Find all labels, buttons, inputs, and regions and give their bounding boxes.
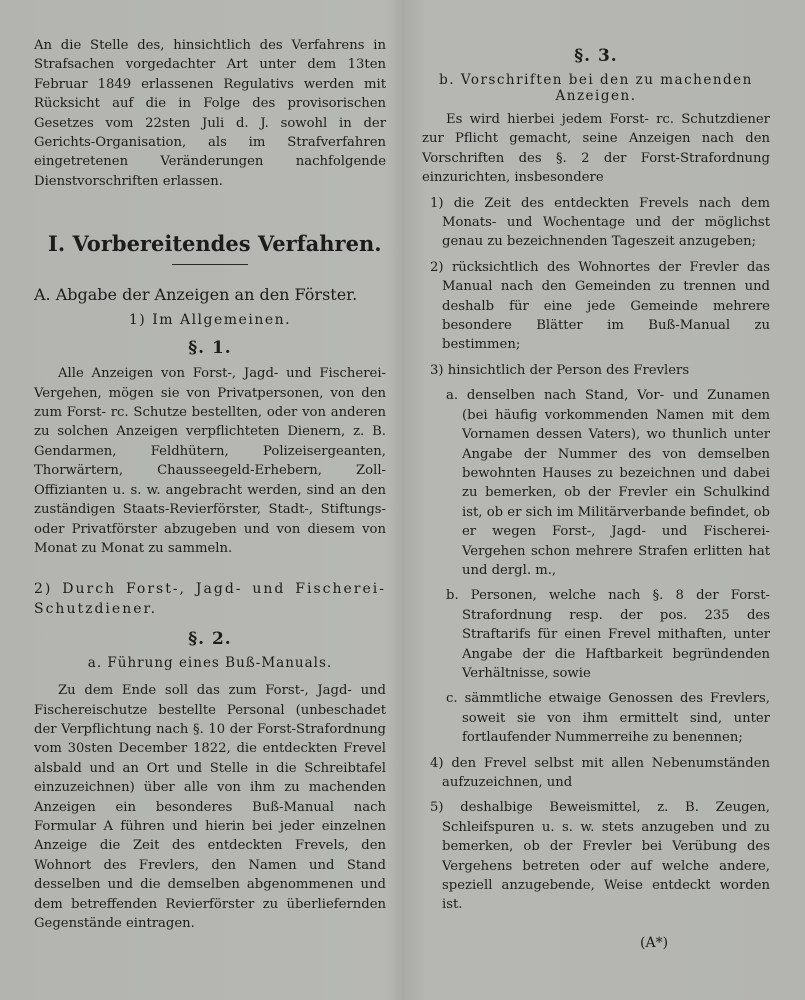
section-3-heading: §. 3.: [574, 46, 618, 66]
section-a-title: A. Abgabe der Anzeigen an den Förster.: [34, 285, 358, 305]
section-3-intro: Es wird hierbei jedem Forst- rc. Schutzdiener zur Pflicht gemacht, seine Anzeigen nach den Vorschriften des §. 2 der Forst-Strafordnung einzurichten, insbesondere: [422, 112, 770, 186]
signature-mark: (A*): [640, 935, 669, 951]
left-column: [34, 36, 386, 933]
list-item-1: 1) die Zeit des entdeckten Frevels nach dem Monats- und Wochentage und der möglichst genau zu bezeichnenden Tageszeit anzugeben;: [430, 195, 770, 250]
subsection-1-title: 1) Im Allgemeinen.: [128, 312, 292, 329]
part-title: I. Vorbereitendes Verfahren.: [48, 231, 382, 257]
subsection-2-title: 2) Durch Forst-, Jagd- und Fischerei-Schutzdiener.: [34, 581, 386, 617]
right-column: [422, 36, 770, 915]
list-item-5: 5) deshalbige Beweismittel, z. B. Zeugen, Schleifspuren u. s. w. stets anzugeben und zu bemerken, ob der Frevler bei Verübung des Vergehens betreten oder auf welche andere, speziell anzugebende, Weise entdeckt worden ist.: [430, 800, 770, 913]
list-item-3c: c. sämmtliche etwaige Genossen des Frevlers, soweit sie von ihm ermittelt sind, unter fortlaufender Nummerreihe zu benennen;: [446, 691, 770, 746]
intro-paragraph: An die Stelle des, hinsichtlich des Verfahrens in Strafsachen vorgedachter Art unter dem 13ten Februar 1849 erlassenen Regulativs werden mit Rücksicht auf die in Folge des provisorischen Gesetzes vom 22sten Juli d. J. sowohl in der Gerichts-Organisation, als im Strafverfahren eingetretenen Veränderungen nachfolgende Dienstvorschriften erlassen.: [34, 38, 386, 189]
list-item-3b: b. Personen, welche nach §. 8 der Forst-Strafordnung resp. der pos. 235 des Straftarifs für einen Frevel mithaften, unter Angabe der die Haftbarkeit begründenden Verhältnisse, sowie: [446, 588, 770, 681]
section-1-text: Alle Anzeigen von Forst-, Jagd- und Fischerei-Vergehen, mögen sie von Privatpersonen, von den zum Forst- rc. Schutze bestellten, oder von anderen zu solchen Anzeigen verpflichteten Dienern, z. B. Gendarmen, Feldhütern, Polizeisergeanten, Thorwärtern, Chausseegeld-Erhebern, Zoll-Offizianten u. s. w. angebracht werden, sind an den zuständigen Staats-Revierförster, Stadt-, Stiftungs- oder Privatförster abzugeben und von diesem von Monat zu Monat zu sammeln.: [34, 366, 386, 556]
section-2-subtitle: a. Führung eines Buß-Manuals.: [87, 655, 333, 672]
section-2-heading: §. 2.: [188, 629, 232, 650]
list-item-3: 3) hinsichtlich der Person des Frevlers: [430, 362, 690, 378]
section-3-subtitle: b. Vorschriften bei den zu machenden Anzeigen.: [439, 72, 753, 104]
section-1-heading: §. 1.: [188, 338, 232, 359]
list-item-3a: a. denselben nach Stand, Vor- und Zunamen (bei häufig vorkommenden Namen mit dem Vornamen dessen Vaters), wo thunlich unter Angabe der Nummer des von demselben bewohnten Hauses zu bezeichnen und dabei zu bemerken, ob der Frevler ein Schulkind ist, ob er sich im Militärverbande befindet, ob er wegen Forst-, Jagd- und Fischerei-Vergehen schon mehrere Strafen erlitten hat und dergl. m.,: [446, 388, 770, 578]
title-rule: [172, 264, 248, 265]
list-item-4: 4) den Frevel selbst mit allen Nebenumständen aufzuzeichnen, und: [430, 755, 770, 790]
list-item-2: 2) rücksichtlich des Wohnortes der Frevler das Manual nach den Gemeinden zu trennen und deshalb für eine jede Gemeinde mehrere besondere Blätter im Buß-Manual zu bestimmen;: [430, 259, 770, 353]
section-2-text: Zu dem Ende soll das zum Forst-, Jagd- und Fischereischutze bestellte Personal (unbeschadet der Verpflichtung nach §. 10 der Forst-Strafordnung vom 30sten December 1822, die entdeckten Frevel alsbald und an Ort und Stelle in die Schreibtafel einzuzeichnen) über alle von ihm zu machenden Anzeigen ein besonderes Buß-Manual nach Formular A führen und hierin bei jeder einzelnen Anzeige die Zeit des entdeckten Frevels, den Wohnort des Frevlers, den Namen und Stand desselben und die demselben abgenommenen und dem betreffenden Revierförster zu überliefernden Gegenstände eintragen.: [34, 683, 386, 931]
